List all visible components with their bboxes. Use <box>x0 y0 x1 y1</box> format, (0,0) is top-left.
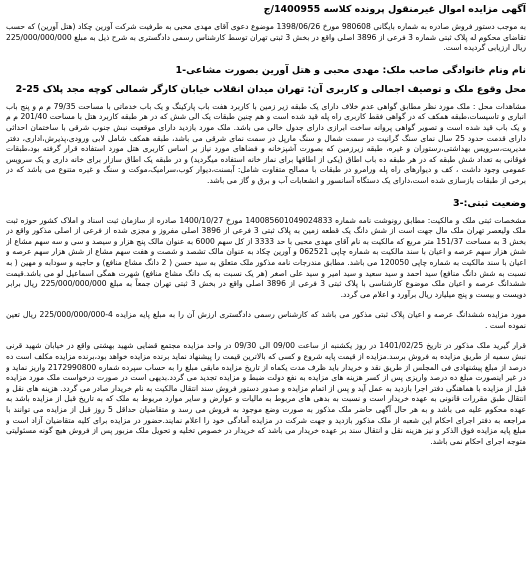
observations-paragraph: مشاهدات محل : ملک مورد نظر مطابق گواهی عدم خلاف دارای یک طبقه زیر زمین با کاربرد هفت باب پارکینگ و یک باب خدماتی با مساحت 79/35 م م و پنج باب انباری و تاسیسات،طبقه همکف که در گواهی فقط کاربری راه پله قید شده است و هم چنین طبقات یک الی شش که در هر طبقه کاربرد هتل با مساحت 201/40 م م و یک باب قید شده است و تصویر گواهی پروانه ساخت ابرازی دارای جدول خالی می باشد. ملک مورد بازدید دارای موقعیت نبش جنوب شرقی با ساختمان احداثی دارای قدمت حدود 25 سال نمای سنگ گرانیت در سمت شمال و سنگ مارپل در سمت نمای شرقی می باشد، طبقه همکف شامل لابی ورودی،پذیرش،اداری، دفتر مدیریت،سرویس بهداشتی،رستوران و غیره، طبقه زیرزمین که بصورت آشپزخانه و فضاهای مورد نیاز بر اساس کاربری هتل مورد استفاده قرار گرفته بود،طبقات فوقانی به تعداد شش طبقه که در هر طبقه ده باب اطاق (یکی از اطاقها برای نماز خانه استفاده میگردید) و در طبقه یک اطاق سازار برای خانه داری و یک سرویس عمومی وجود داشت ، کف و دیوارهای راه پله ورامرو در طبقات با مصالح متفاوت شامل: آبسنت،دیوار کوب،سرامیک،موکت و سنگ و غیره متنوع می باشد که در برخی از طبقات بازسازی شده است،دارای یک دستگاه آسانسور و انشعابات آب و برق و گاز می باشد. <box>6 101 526 185</box>
notice-title: آگهی مزایده اموال غیرمنقول پرونده کلاسه 1400955/ج <box>263 4 526 15</box>
location-heading: محل وقوع ملک و توصیف اجمالی و کاربری آن: تهران میدان انقلاب خیابان کارگر شمالی کوچه مجد پلاک 25-2 <box>15 83 526 95</box>
owners-heading: نام ونام خانوادگی صاحب ملک: مهدی محبی و هتل آورین بصورت مشاعی-1 <box>175 64 526 76</box>
intro-paragraph: به موجب دستور فروش صادره به شماره بایگانی 980608 مورخ 1398/06/26 موضوع دعوی آقای مهدی محبی به طرفیت شرکت آورین چکاد (هتل آورین) که حسب تقاضای محکوم له پلاک ثبتی شماره 3 فرعی از 3896 اصلی واقع در بخش 3 ثبتی تهران توسط کارشناس رسمی دادگستری به شرح ذیل به مبلغ 225/000/000/000 ریال ارزیابی گردیده است. <box>6 22 526 53</box>
spacer <box>6 187 526 197</box>
spacer <box>6 54 526 64</box>
spacer <box>6 331 526 341</box>
spacer <box>6 300 526 310</box>
registration-paragraph: مشخصات ثبتی ملک و مالکیت: مطابق رونوشت نامه شماره 140085601049024833 مورخ 1400/10/27 صادره از سازمان ثبت اسناد و املاک کشور حوزه ثبت ملک ولیعصر تهران ملک مال جهت است از شش دانگ یک قطعه زمین به پلاک ثبتی 3 فرعی از 3896 اصلی مفروز و مجزی شده از فرعی از اصلی مذکور واقع در بخش 3 به مساحت 151/37 متر مربع که مالکیت به نام آقای مهدی محبی با حد 3333 از کل سهم 6000 به عنوان مالک پنج هزار و سیصد و سی و سه سهم مشاع از شش هزار سهم عرصه و اعیان با سند مالکیت به شماره چاپی 062521 و آورین چکاد به عنوان مالک تشصد و شصت و هفت سهم مشاع از شش هزار سهم عرصه و اعیان با سند مالکیت به شماره چاپی 120050 می باشد. مطابق مندرجات نامه مذکور ملک متعلق به سید حسن ( 2 دانگ مشاع منافع) و حاجیه و سودابه و مهین ( به نسبت به شش دانگ منافع) سید احمد و سید سعید و سید امیر و سید علی اصغر (هر یک نسبت به یک دانگ مشاع منافع) شهرت همگی اسماعیل لو می باشد.قیمت ششدانگ عرصه و اعیان ملک موضوع کارشناسی با پلاک ثبتی 3 فرعی از 3896 اصلی واقع در بخش 3 ثبتی تهران جمعاً به مبلغ 225/000/000/000 ریال برابر دویست و بیست و پنج میلیارد ریال برآورد و اعلام می گردد. <box>6 215 526 299</box>
registration-status-heading: وضعیت ثبتی:-3 <box>453 197 526 209</box>
auction-terms-paragraph: قرار گیرید ملک مذکور در تاریخ 1401/02/25 در روز یکشنبه از ساعت 09/00 الی 09/30 در واحد مزایده مجتمع قضایی شهید بهشتی واقع در خیابان شهید قرنی نبش سمیه از طریق مزایده به فروش برسد.مزایده از قیمت پایه شروع و کسی که بالاترین قیمت را پیشنهاد نماید برنده مزایده خواهد بود،برنده مزایده مکلف است ده درصد از مبلغ پیشنهادی فی المجلس از طریق نقد و خریدار باید ظرف مدت یکماه از تاریخ مزایده مابقی مبلغ را به حساب سپرده شماره 2172990800 واریز نماید و در غیر اینصورت مبلغ ده درصد واریزی پس از کسر هزینه های مزایده به نفع دولت ضبط و مزایده تجدید می گردد.بدیهی است در صورت درخواست ملک مورد مزایده قبل از مزایده با هماهنگی دفتر اجرا بازدید به عمل آید و پس از اتمام مزایده و صدور دستور فروش سند انتقال مالکیت به نام خریدار صادر می گردد. هزینه های نقل و انتقال طبق مقررات قانونی به عهده خریدار است و نسبت به بدهی های مربوط به مالیات و عوارض و سایر موارد مربوط به ملک که به تاریخ قبل از مزایده باشد به عهده محکوم علیه می باشد و به هر حال آگهی حاضر ملک مذکور به صورت وضع موجود به فروش می رسد و متقاضیان حداقل 5 روز قبل از مزایده می توانند با مراجعه به دفتر اجرای احکام این شعبه از ملک مذکور بازدید و جهت شرکت در مزایده آمادگی خود را اعلام نمایند.حضور در مزایده برای کلیه متقاضیان آزاد است و مبلغ پایه مزایده فوق الذکر و نیز هزینه نقل و انتقال سند بر عهده خریدار می باشد که خریدار در خصوص تخلیه و تحویل ملک مزبور پس از فروش هیچ گونه مسئولیتی متوجه اجرای احکام نمی باشد. <box>6 341 526 446</box>
auction-subject-paragraph: مورد مزایده ششدانگ عرصه و اعیان پلاک ثبتی مذکور می باشد که کارشناس رسمی دادگستری ارزش آن را به مبلغ پایه مزایده 4-225/000/000/000 ریال تعین نموده است . <box>6 310 526 330</box>
